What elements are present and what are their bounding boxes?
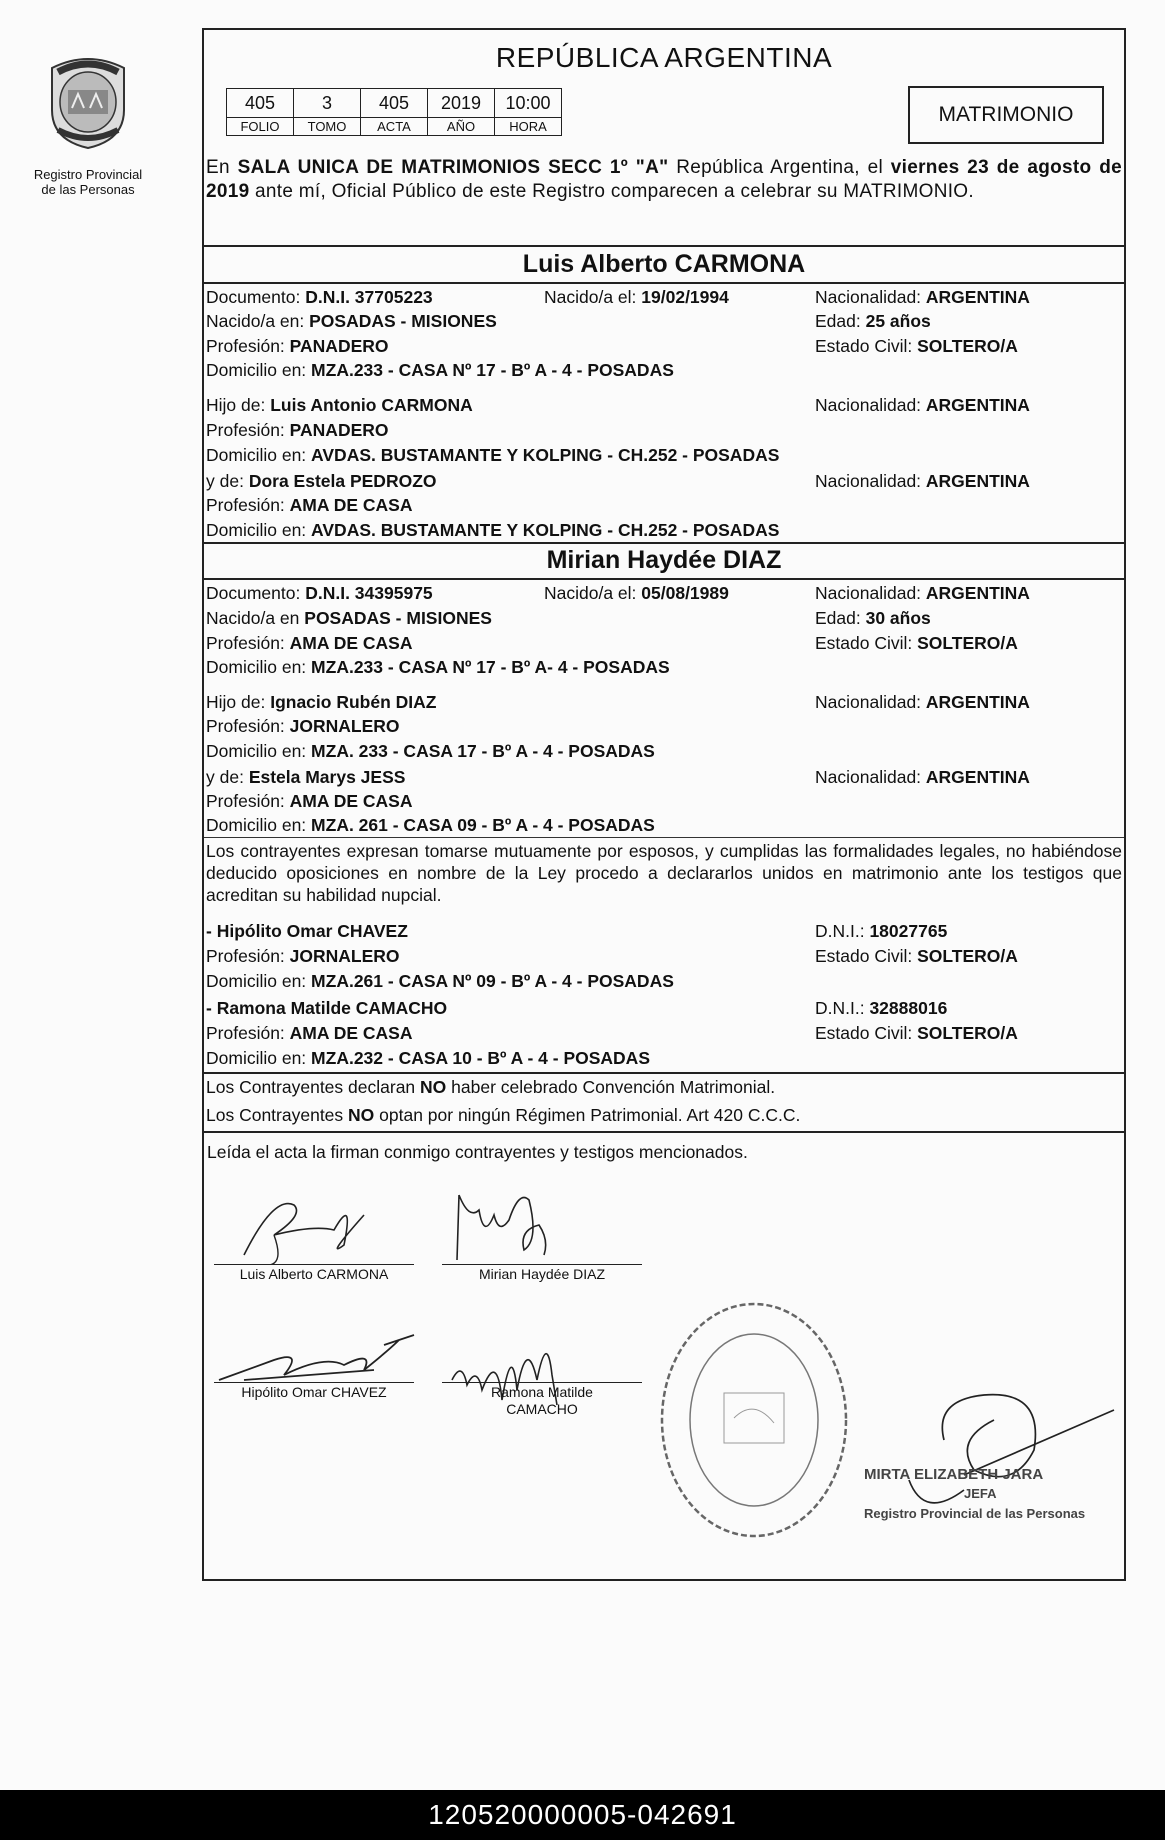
bride-address: Domicilio en: MZA.233 - CASA Nº 17 - Bº A- 4 - POSADAS xyxy=(206,657,670,677)
act-type-box: MATRIMONIO xyxy=(908,86,1104,144)
groom-mother-profession: Profesión: AMA DE CASA xyxy=(206,495,413,515)
groom-civil-status: Estado Civil: SOLTERO/A xyxy=(815,336,1018,356)
groom-name: Luis Alberto CARMONA xyxy=(522,250,806,278)
officer-office: Registro Provincial de las Personas xyxy=(864,1506,1086,1521)
barcode-number: 120520000005-042691 xyxy=(0,1790,1165,1840)
witness1-signature-name: Hipólito Omar CHAVEZ xyxy=(241,1384,387,1400)
witness2-signature-name-line1: Ramona Matilde xyxy=(491,1384,593,1400)
logo-caption-line1: Registro Provincial xyxy=(33,167,143,182)
groom-signature-line xyxy=(214,1264,414,1265)
groom-nationality: Nacionalidad: ARGENTINA xyxy=(815,287,1030,307)
bride-father-profession: Profesión: JORNALERO xyxy=(206,716,400,736)
groom-address: Domicilio en: MZA.233 - CASA Nº 17 - Bº A - 4 - POSADAS xyxy=(206,360,674,380)
bride-signature-name: Mirian Haydée DIAZ xyxy=(478,1266,606,1282)
ceremony-place: SALA UNICA DE MATRIMONIOS SECC 1º "A" xyxy=(237,157,669,178)
closing-statement: Leída el acta la firman conmigo contrayentes y testigos mencionados. xyxy=(207,1142,748,1162)
bride-father-address: Domicilio en: MZA. 233 - CASA 17 - Bº A - 4 - POSADAS xyxy=(206,741,655,761)
divider xyxy=(204,542,1124,544)
bride-name: Mirian Haydée DIAZ xyxy=(546,546,782,574)
divider xyxy=(204,282,1124,284)
tomo-value: 3 xyxy=(294,89,361,118)
officer-title: JEFA xyxy=(964,1486,997,1501)
witness1-address: Domicilio en: MZA.261 - CASA Nº 09 - Bº A - 4 - POSADAS xyxy=(206,971,674,991)
groom-birthdate: Nacido/a el: 19/02/1994 xyxy=(544,287,729,307)
witness1-civil-status: Estado Civil: SOLTERO/A xyxy=(815,946,1018,966)
acta-label: ACTA xyxy=(361,118,428,136)
folio-label: FOLIO xyxy=(227,118,294,136)
groom-father: Hijo de: Luis Antonio CARMONA xyxy=(206,395,473,415)
ceremony-date: viernes 23 de agosto de 2019 xyxy=(206,157,1122,202)
witness1-name: - Hipólito Omar CHAVEZ xyxy=(206,921,408,941)
bride-nationality: Nacionalidad: ARGENTINA xyxy=(815,583,1030,603)
witness1-profession: Profesión: JORNALERO xyxy=(206,946,400,966)
patrimonial-regime-line: Los Contrayentes NO optan por ningún Régimen Patrimonial. Art 420 C.C.C. xyxy=(206,1105,801,1125)
groom-father-profession: Profesión: PANADERO xyxy=(206,420,389,440)
divider xyxy=(204,1072,1124,1074)
intro-paragraph: En SALA UNICA DE MATRIMONIOS SECC 1º "A" República Argentina, el viernes 23 de agosto de 2019 ante mí, Oficial Público de este Registro comparecen a celebrar su MATRIMONIO. xyxy=(206,157,1122,202)
groom-father-address: Domicilio en: AVDAS. BUSTAMANTE Y KOLPING - CH.252 - POSADAS xyxy=(206,445,780,465)
bride-birthplace: Nacido/a en POSADAS - MISIONES xyxy=(206,608,492,628)
bride-document: Documento: D.N.I. 34395975 xyxy=(206,583,433,603)
bride-age: Edad: 30 años xyxy=(815,608,931,628)
groom-document: Documento: D.N.I. 37705223 xyxy=(206,287,433,307)
witness1-dni: D.N.I.: 18027765 xyxy=(815,921,948,941)
folio-value: 405 xyxy=(227,89,294,118)
groom-mother-address: Domicilio en: AVDAS. BUSTAMANTE Y KOLPING - CH.252 - POSADAS xyxy=(206,520,780,540)
bride-father: Hijo de: Ignacio Rubén DIAZ xyxy=(206,692,437,712)
witness1-signature-line xyxy=(214,1382,414,1383)
groom-signature-name: Luis Alberto CARMONA xyxy=(239,1266,389,1282)
bride-civil-status: Estado Civil: SOLTERO/A xyxy=(815,633,1018,653)
bride-mother-profession: Profesión: AMA DE CASA xyxy=(206,791,413,811)
country-title: REPÚBLICA ARGENTINA xyxy=(495,42,833,73)
province-seal-icon xyxy=(44,50,132,150)
acta-value: 405 xyxy=(361,89,428,118)
registry-logo xyxy=(28,50,148,197)
marriage-certificate xyxy=(202,28,1126,1581)
witness1-signature xyxy=(214,1330,444,1390)
bride-profession: Profesión: AMA DE CASA xyxy=(206,633,413,653)
bride-father-nationality: Nacionalidad: ARGENTINA xyxy=(815,692,1030,712)
official-stamp xyxy=(654,1298,854,1548)
bride-signature-line xyxy=(442,1264,642,1265)
hour-value: 10:00 xyxy=(495,89,562,118)
groom-age: Edad: 25 años xyxy=(815,311,931,331)
groom-mother-nationality: Nacionalidad: ARGENTINA xyxy=(815,471,1030,491)
groom-father-nationality: Nacionalidad: ARGENTINA xyxy=(815,395,1030,415)
groom-mother: y de: Dora Estela PEDROZO xyxy=(206,471,437,491)
witness2-signature-name-line2: CAMACHO xyxy=(506,1401,578,1417)
witness2-signature-line xyxy=(442,1382,642,1383)
groom-profession: Profesión: PANADERO xyxy=(206,336,389,356)
divider xyxy=(204,578,1124,580)
logo-caption xyxy=(28,167,148,197)
witness2-address: Domicilio en: MZA.232 - CASA 10 - Bº A - 4 - POSADAS xyxy=(206,1048,650,1068)
registry-table xyxy=(226,88,562,136)
convention-line: Los Contrayentes declaran NO haber celebrado Convención Matrimonial. xyxy=(206,1077,776,1097)
bride-mother: y de: Estela Marys JESS xyxy=(206,767,406,787)
year-value: 2019 xyxy=(428,89,495,118)
bride-signature xyxy=(439,1180,579,1265)
divider xyxy=(204,245,1124,247)
hour-label: HORA xyxy=(495,118,562,136)
divider xyxy=(204,1131,1124,1133)
groom-signature xyxy=(234,1185,394,1265)
groom-birthplace: Nacido/a en: POSADAS - MISIONES xyxy=(206,311,497,331)
witness2-dni: D.N.I.: 32888016 xyxy=(815,998,948,1018)
bride-mother-address: Domicilio en: MZA. 261 - CASA 09 - Bº A - 4 - POSADAS xyxy=(206,815,655,835)
year-label: AÑO xyxy=(428,118,495,136)
witness2-civil-status: Estado Civil: SOLTERO/A xyxy=(815,1023,1018,1043)
divider xyxy=(204,837,1124,838)
officer-name: MIRTA ELIZABETH JARA xyxy=(864,1466,1044,1483)
witness2-profession: Profesión: AMA DE CASA xyxy=(206,1023,413,1043)
witness2-name: - Ramona Matilde CAMACHO xyxy=(206,998,448,1018)
bride-birthdate: Nacido/a el: 05/08/1989 xyxy=(544,583,729,603)
bride-mother-nationality: Nacionalidad: ARGENTINA xyxy=(815,767,1030,787)
logo-caption-line2: de las Personas xyxy=(41,182,135,197)
declaration-paragraph: Los contrayentes expresan tomarse mutuamente por esposos, y cumplidas las formalidades legales, no habiéndose deducido oposiciones en nombre de la Ley procedo a declararlos unidos en matrimonio ante los testigos que acreditan su habilidad nupcial. xyxy=(206,841,1122,905)
tomo-label: TOMO xyxy=(294,118,361,136)
